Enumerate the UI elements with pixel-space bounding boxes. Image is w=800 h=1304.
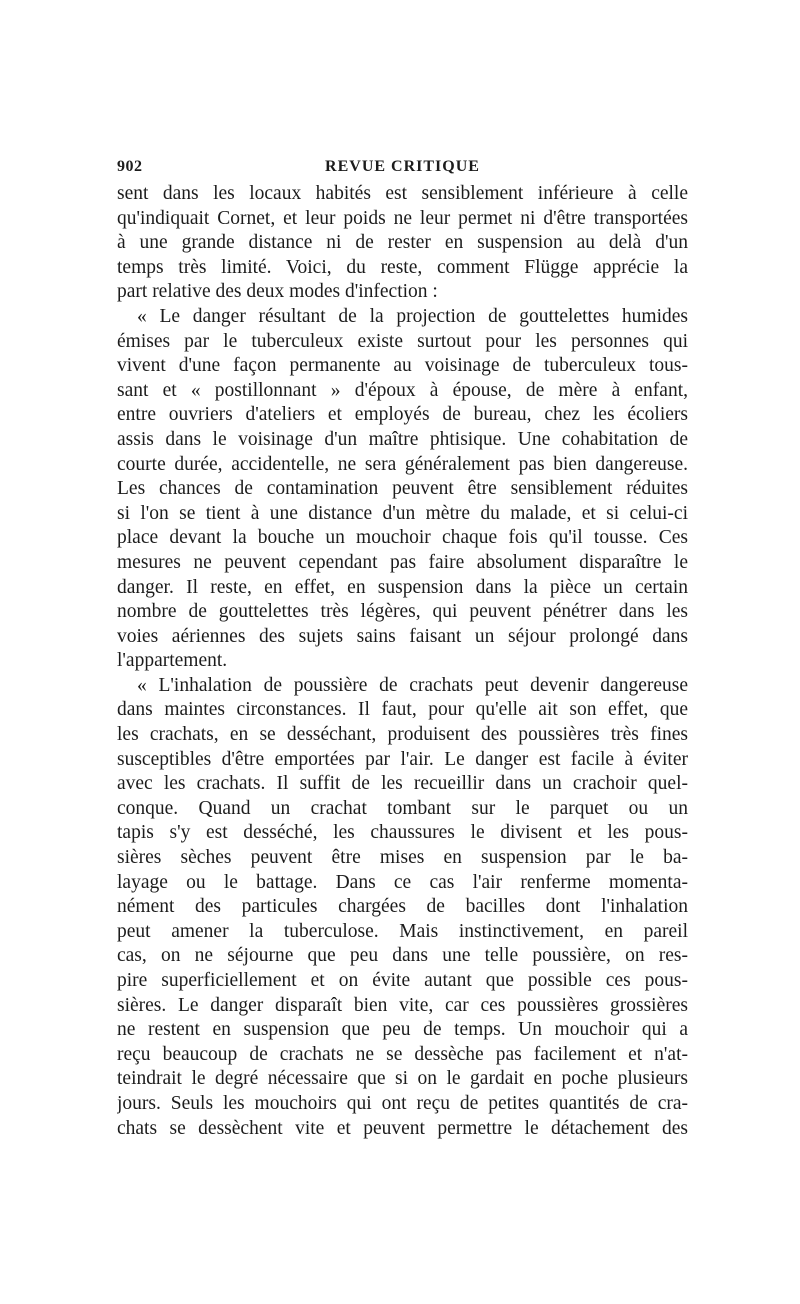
text-line: layage ou le battage. Dans ce cas l'air renferme momenta-	[117, 871, 688, 893]
book-page	[117, 150, 688, 1180]
text-line: tapis s'y est desséché, les chaussures le divisent et les pous-	[117, 822, 688, 844]
text-line: conque. Quand un crachat tombant sur le parquet ou un	[117, 797, 688, 819]
text-line: émises par le tuberculeux existe surtout pour les personnes qui	[117, 330, 688, 352]
text-line: dans maintes circonstances. Il faut, pour qu'elle ait son effet, que	[117, 699, 688, 721]
text-line: « L'inhalation de poussière de crachats peut devenir dangereuse	[137, 674, 688, 696]
text-line: qu'indiquait Cornet, et leur poids ne leur permet ni d'être transportées	[117, 207, 688, 229]
text-line: cas, on ne séjourne que peu dans une telle poussière, on res-	[117, 945, 688, 967]
text-line: sières sèches peuvent être mises en suspension par le ba-	[117, 847, 688, 869]
text-line: danger. Il reste, en effet, en suspension dans la pièce un certain	[117, 576, 688, 598]
text-line: mesures ne peuvent cependant pas faire absolument disparaître le	[117, 551, 688, 573]
text-line: Les chances de contamination peuvent être sensiblement réduites	[117, 478, 688, 500]
page-number: 902	[117, 158, 143, 175]
text-line: sières. Le danger disparaît bien vite, car ces poussières grossières	[117, 994, 688, 1016]
text-line: avec les crachats. Il suffit de les recueillir dans un crachoir quel-	[117, 773, 688, 795]
text-line: l'appartement.	[117, 650, 228, 672]
text-line: sent dans les locaux habités est sensiblement inférieure à celle	[117, 183, 688, 204]
text-line: part relative des deux modes d'infection :	[117, 281, 438, 303]
text-line: assis dans le voisinage d'un maître phtisique. Une cohabitation de	[117, 428, 688, 450]
text-line: place devant la bouche un mouchoir chaque fois qu'il tousse. Ces	[117, 527, 688, 549]
text-line: teindrait le degré nécessaire que si on le gardait en poche plusieurs	[117, 1068, 688, 1090]
page-header	[117, 150, 688, 184]
text-line: nément des particules chargées de bacilles dont l'inhalation	[117, 896, 688, 918]
text-line: sant et « postillonnant » d'époux à épouse, de mère à enfant,	[117, 379, 688, 401]
running-title: REVUE CRITIQUE	[325, 158, 480, 175]
text-line: entre ouvriers d'ateliers et employés de bureau, chez les écoliers	[117, 404, 688, 426]
text-line: ne restent en suspension que peu de temps. Un mouchoir qui a	[117, 1019, 688, 1041]
text-line: susceptibles d'être emportées par l'air. Le danger est facile à éviter	[117, 748, 688, 770]
text-line: à une grande distance ni de rester en suspension au delà d'un	[117, 232, 688, 254]
text-line: peut amener la tuberculose. Mais instinctivement, en pareil	[117, 920, 688, 942]
text-line: voies aériennes des sujets sains faisant un séjour prolongé dans	[117, 625, 688, 647]
text-line: vivent d'une façon permanente au voisinage de tuberculeux tous-	[117, 355, 688, 377]
body-text	[117, 182, 688, 1141]
text-line: reçu beaucoup de crachats ne se dessèche pas facilement et n'at-	[117, 1043, 688, 1065]
text-line: pire superficiellement et on évite autant que possible ces pous-	[117, 970, 688, 991]
text-line: nombre de gouttelettes très légères, qui peuvent pénétrer dans les	[117, 601, 688, 623]
text-line: jours. Seuls les mouchoirs qui ont reçu de petites quantités de cra-	[117, 1092, 688, 1114]
text-line: si l'on se tient à une distance d'un mètre du malade, et si celui-ci	[117, 502, 688, 524]
text-line: courte durée, accidentelle, ne sera généralement pas bien dangereuse.	[117, 453, 688, 475]
text-line: les crachats, en se desséchant, produisent des poussières très fines	[117, 724, 688, 746]
text-line: temps très limité. Voici, du reste, comment Flügge apprécie la	[117, 256, 688, 278]
text-line: chats se dessèchent vite et peuvent permettre le détachement des	[117, 1117, 688, 1139]
text-line: « Le danger résultant de la projection de gouttelettes humides	[137, 305, 688, 327]
